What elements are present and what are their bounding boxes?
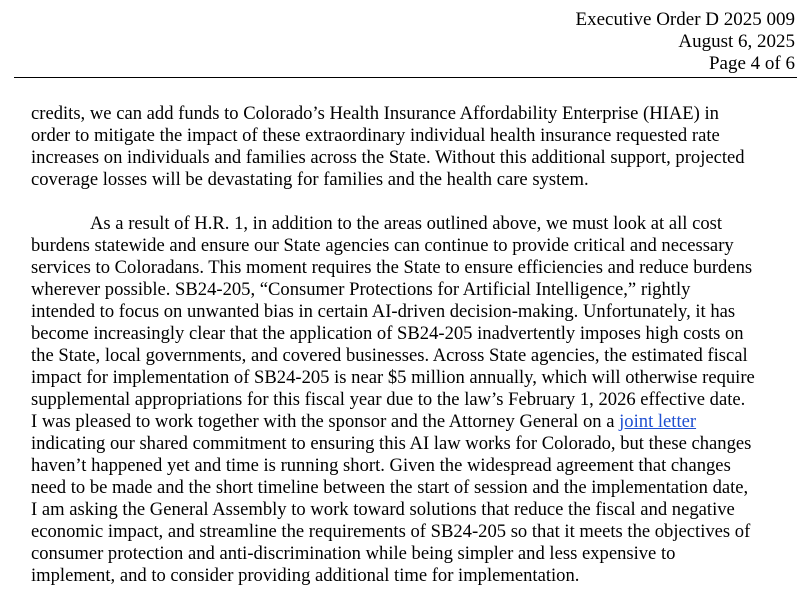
joint-letter-link[interactable]: joint letter xyxy=(619,411,697,432)
text-line: economic impact, and streamline the requirements of SB24-205 so that it meets the objectives of xyxy=(31,521,751,542)
paragraph-hiae-funding xyxy=(31,103,807,191)
executive-order-number: Executive Order D 2025 009 xyxy=(575,9,795,30)
text-line: coverage losses will be devastating for families and the health care system. xyxy=(31,169,589,190)
header-divider xyxy=(14,77,797,78)
page-header xyxy=(576,9,796,75)
text-line: I am asking the General Assembly to work toward solutions that reduce the fiscal and negative xyxy=(31,499,735,520)
text-line: order to mitigate the impact of these extraordinary individual health insurance requested rate xyxy=(31,125,720,146)
page-number: Page 4 of 6 xyxy=(708,53,795,74)
paragraph-sb24-205 xyxy=(31,213,807,587)
text-line: increases on individuals and families across the State. Without this additional support, projected xyxy=(31,147,745,168)
text-line: haven’t happened yet and time is running short. Given the widespread agreement that changes xyxy=(31,455,731,476)
text-line: consumer protection and anti-discrimination while being simpler and less expensive to xyxy=(31,543,676,564)
paragraph-spacer xyxy=(31,191,807,213)
text-line: implement, and to consider providing additional time for implementation. xyxy=(31,565,580,586)
text-line-with-link xyxy=(31,411,807,433)
text-line: credits, we can add funds to Colorado’s Health Insurance Affordability Enterprise (HIAE) in xyxy=(31,103,719,124)
document-body xyxy=(31,103,807,587)
text-line: the State, local governments, and covered businesses. Across State agencies, the estimated fiscal xyxy=(31,345,748,366)
text-line-indented: As a result of H.R. 1, in addition to the areas outlined above, we must look at all cost xyxy=(90,213,723,234)
text-line: intended to focus on unwanted bias in certain AI-driven decision-making. Unfortunately, it has xyxy=(31,301,736,322)
order-date: August 6, 2025 xyxy=(678,31,795,52)
text-line: supplemental appropriations for this fiscal year due to the law’s February 1, 2026 effective date. xyxy=(31,389,746,410)
text-line: indicating our shared commitment to ensuring this AI law works for Colorado, but these changes xyxy=(31,433,752,454)
text-before-link: I was pleased to work together with the sponsor and the Attorney General on a xyxy=(31,411,620,432)
text-line: burdens statewide and ensure our State agencies can continue to provide critical and necessary xyxy=(31,235,734,256)
text-line: become increasingly clear that the application of SB24-205 inadvertently imposes high costs on xyxy=(31,323,744,344)
text-line: need to be made and the short timeline between the start of session and the implementation date, xyxy=(31,477,749,498)
text-line: wherever possible. SB24-205, “Consumer Protections for Artificial Intelligence,” rightly xyxy=(31,279,691,300)
text-line: services to Coloradans. This moment requires the State to ensure efficiencies and reduce burdens xyxy=(31,257,753,278)
text-line: impact for implementation of SB24-205 is near $5 million annually, which will otherwise require xyxy=(31,367,755,388)
